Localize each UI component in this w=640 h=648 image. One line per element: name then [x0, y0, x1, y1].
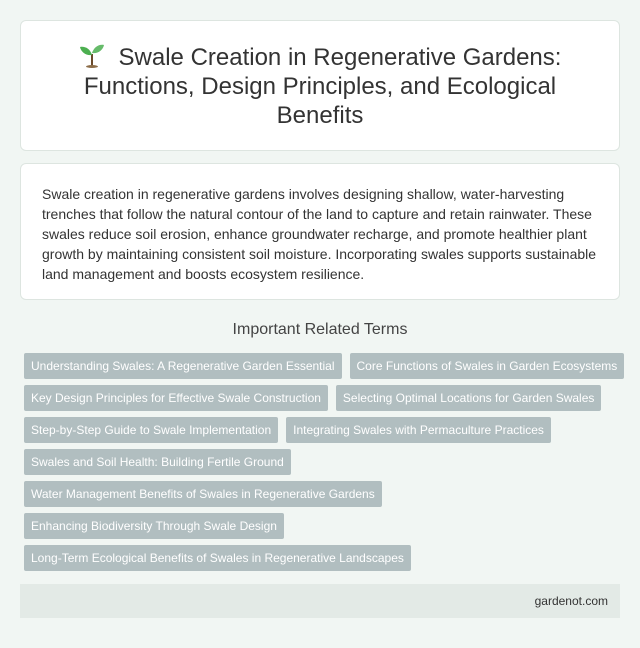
page-title-text: Swale Creation in Regenerative Gardens: Functions, Design Principles, and Ecological Benefits [83, 43, 562, 129]
related-term-tag[interactable]: Swales and Soil Health: Building Fertile Ground [24, 449, 291, 475]
related-term-tag[interactable]: Enhancing Biodiversity Through Swale Design [24, 513, 284, 539]
footer [20, 584, 620, 618]
related-terms-heading: Important Related Terms [232, 321, 408, 338]
tag-row [24, 449, 624, 475]
tag-row [24, 481, 624, 507]
tag-row [24, 545, 624, 571]
tag-row [24, 353, 624, 379]
related-terms-list [24, 353, 624, 577]
related-term-tag[interactable]: Key Design Principles for Effective Swale Construction [24, 385, 328, 411]
sprout-icon [79, 42, 105, 68]
related-term-tag[interactable]: Long-Term Ecological Benefits of Swales in Regenerative Landscapes [24, 545, 411, 571]
footer-site-link[interactable]: gardenot.com [534, 594, 608, 608]
description-text: Swale creation in regenerative gardens involves designing shallow, water-harvesting trenches that follow the natural contour of the land to capture and retain rainwater. These swales reduce soil erosion, enhance groundwater recharge, and promote healthier plant growth by maintaining consistent soil moisture. Incorporating swales supports sustainable land management and boosts ecosystem resilience. [42, 186, 597, 282]
related-term-tag[interactable]: Water Management Benefits of Swales in Regenerative Gardens [24, 481, 382, 507]
tag-row [24, 417, 624, 443]
related-term-tag[interactable]: Selecting Optimal Locations for Garden Swales [336, 385, 601, 411]
tag-row [24, 385, 624, 411]
related-term-tag[interactable]: Integrating Swales with Permaculture Practices [286, 417, 551, 443]
related-term-tag[interactable]: Understanding Swales: A Regenerative Garden Essential [24, 353, 342, 379]
related-term-tag[interactable]: Core Functions of Swales in Garden Ecosystems [350, 353, 625, 379]
related-term-tag[interactable]: Step-by-Step Guide to Swale Implementation [24, 417, 278, 443]
tag-row [24, 513, 624, 539]
description-card [20, 163, 620, 300]
page-title [61, 42, 579, 130]
title-card [20, 20, 620, 151]
